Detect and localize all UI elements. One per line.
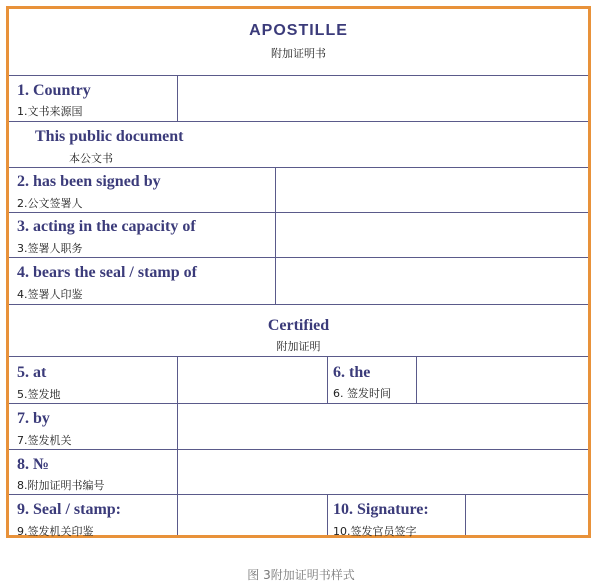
at-label: 5. at <box>17 364 47 381</box>
signature-label-cn: 10.签发官员签字 <box>333 525 417 538</box>
row-number <box>9 449 588 494</box>
capacity-label: 3. acting in the capacity of <box>17 218 196 235</box>
seal-stamp-label-cn: 9.签发机关印鉴 <box>17 525 94 538</box>
public-document-label: This public document <box>35 128 184 145</box>
the-label-cn: 6. 签发时间 <box>333 387 391 400</box>
row-seal-signature <box>9 494 588 538</box>
signed-by-label-cn: 2.公文签署人 <box>17 197 83 210</box>
row-public-document <box>9 121 588 167</box>
by-label: 7. by <box>17 410 50 427</box>
signed-by-label: 2. has been signed by <box>17 173 161 190</box>
by-label-cn: 7.签发机关 <box>17 434 72 447</box>
row-at-the <box>9 356 588 403</box>
number-label-cn: 8.附加证明书编号 <box>17 479 105 492</box>
seal-stamp-label: 9. Seal / stamp: <box>17 501 121 518</box>
row-by <box>9 403 588 449</box>
form-title-cn: 附加证明书 <box>271 47 326 60</box>
seal-of-label-cn: 4.签署人印鉴 <box>17 288 83 301</box>
signature-label: 10. Signature: <box>333 501 429 518</box>
public-document-label-cn: 本公文书 <box>69 152 113 165</box>
certified-label-cn: 附加证明 <box>276 340 321 353</box>
row-seal-of <box>9 257 588 304</box>
form-header <box>9 9 588 75</box>
apostille-form <box>6 6 591 538</box>
seal-of-label: 4. bears the seal / stamp of <box>17 264 197 281</box>
row-country <box>9 75 588 121</box>
number-label: 8. № <box>17 456 50 473</box>
country-label: 1. Country <box>17 82 91 99</box>
capacity-label-cn: 3.签署人职务 <box>17 242 83 255</box>
form-title: APOSTILLE <box>249 22 348 39</box>
row-capacity <box>9 212 588 257</box>
row-certified <box>9 304 588 356</box>
the-label: 6. the <box>333 364 371 381</box>
row-signed-by <box>9 167 588 212</box>
certified-label: Certified <box>267 317 330 334</box>
country-label-cn: 1.文书来源国 <box>17 105 83 118</box>
at-label-cn: 5.签发地 <box>17 388 61 401</box>
figure-caption: 图 3附加证明书样式 <box>247 568 355 582</box>
